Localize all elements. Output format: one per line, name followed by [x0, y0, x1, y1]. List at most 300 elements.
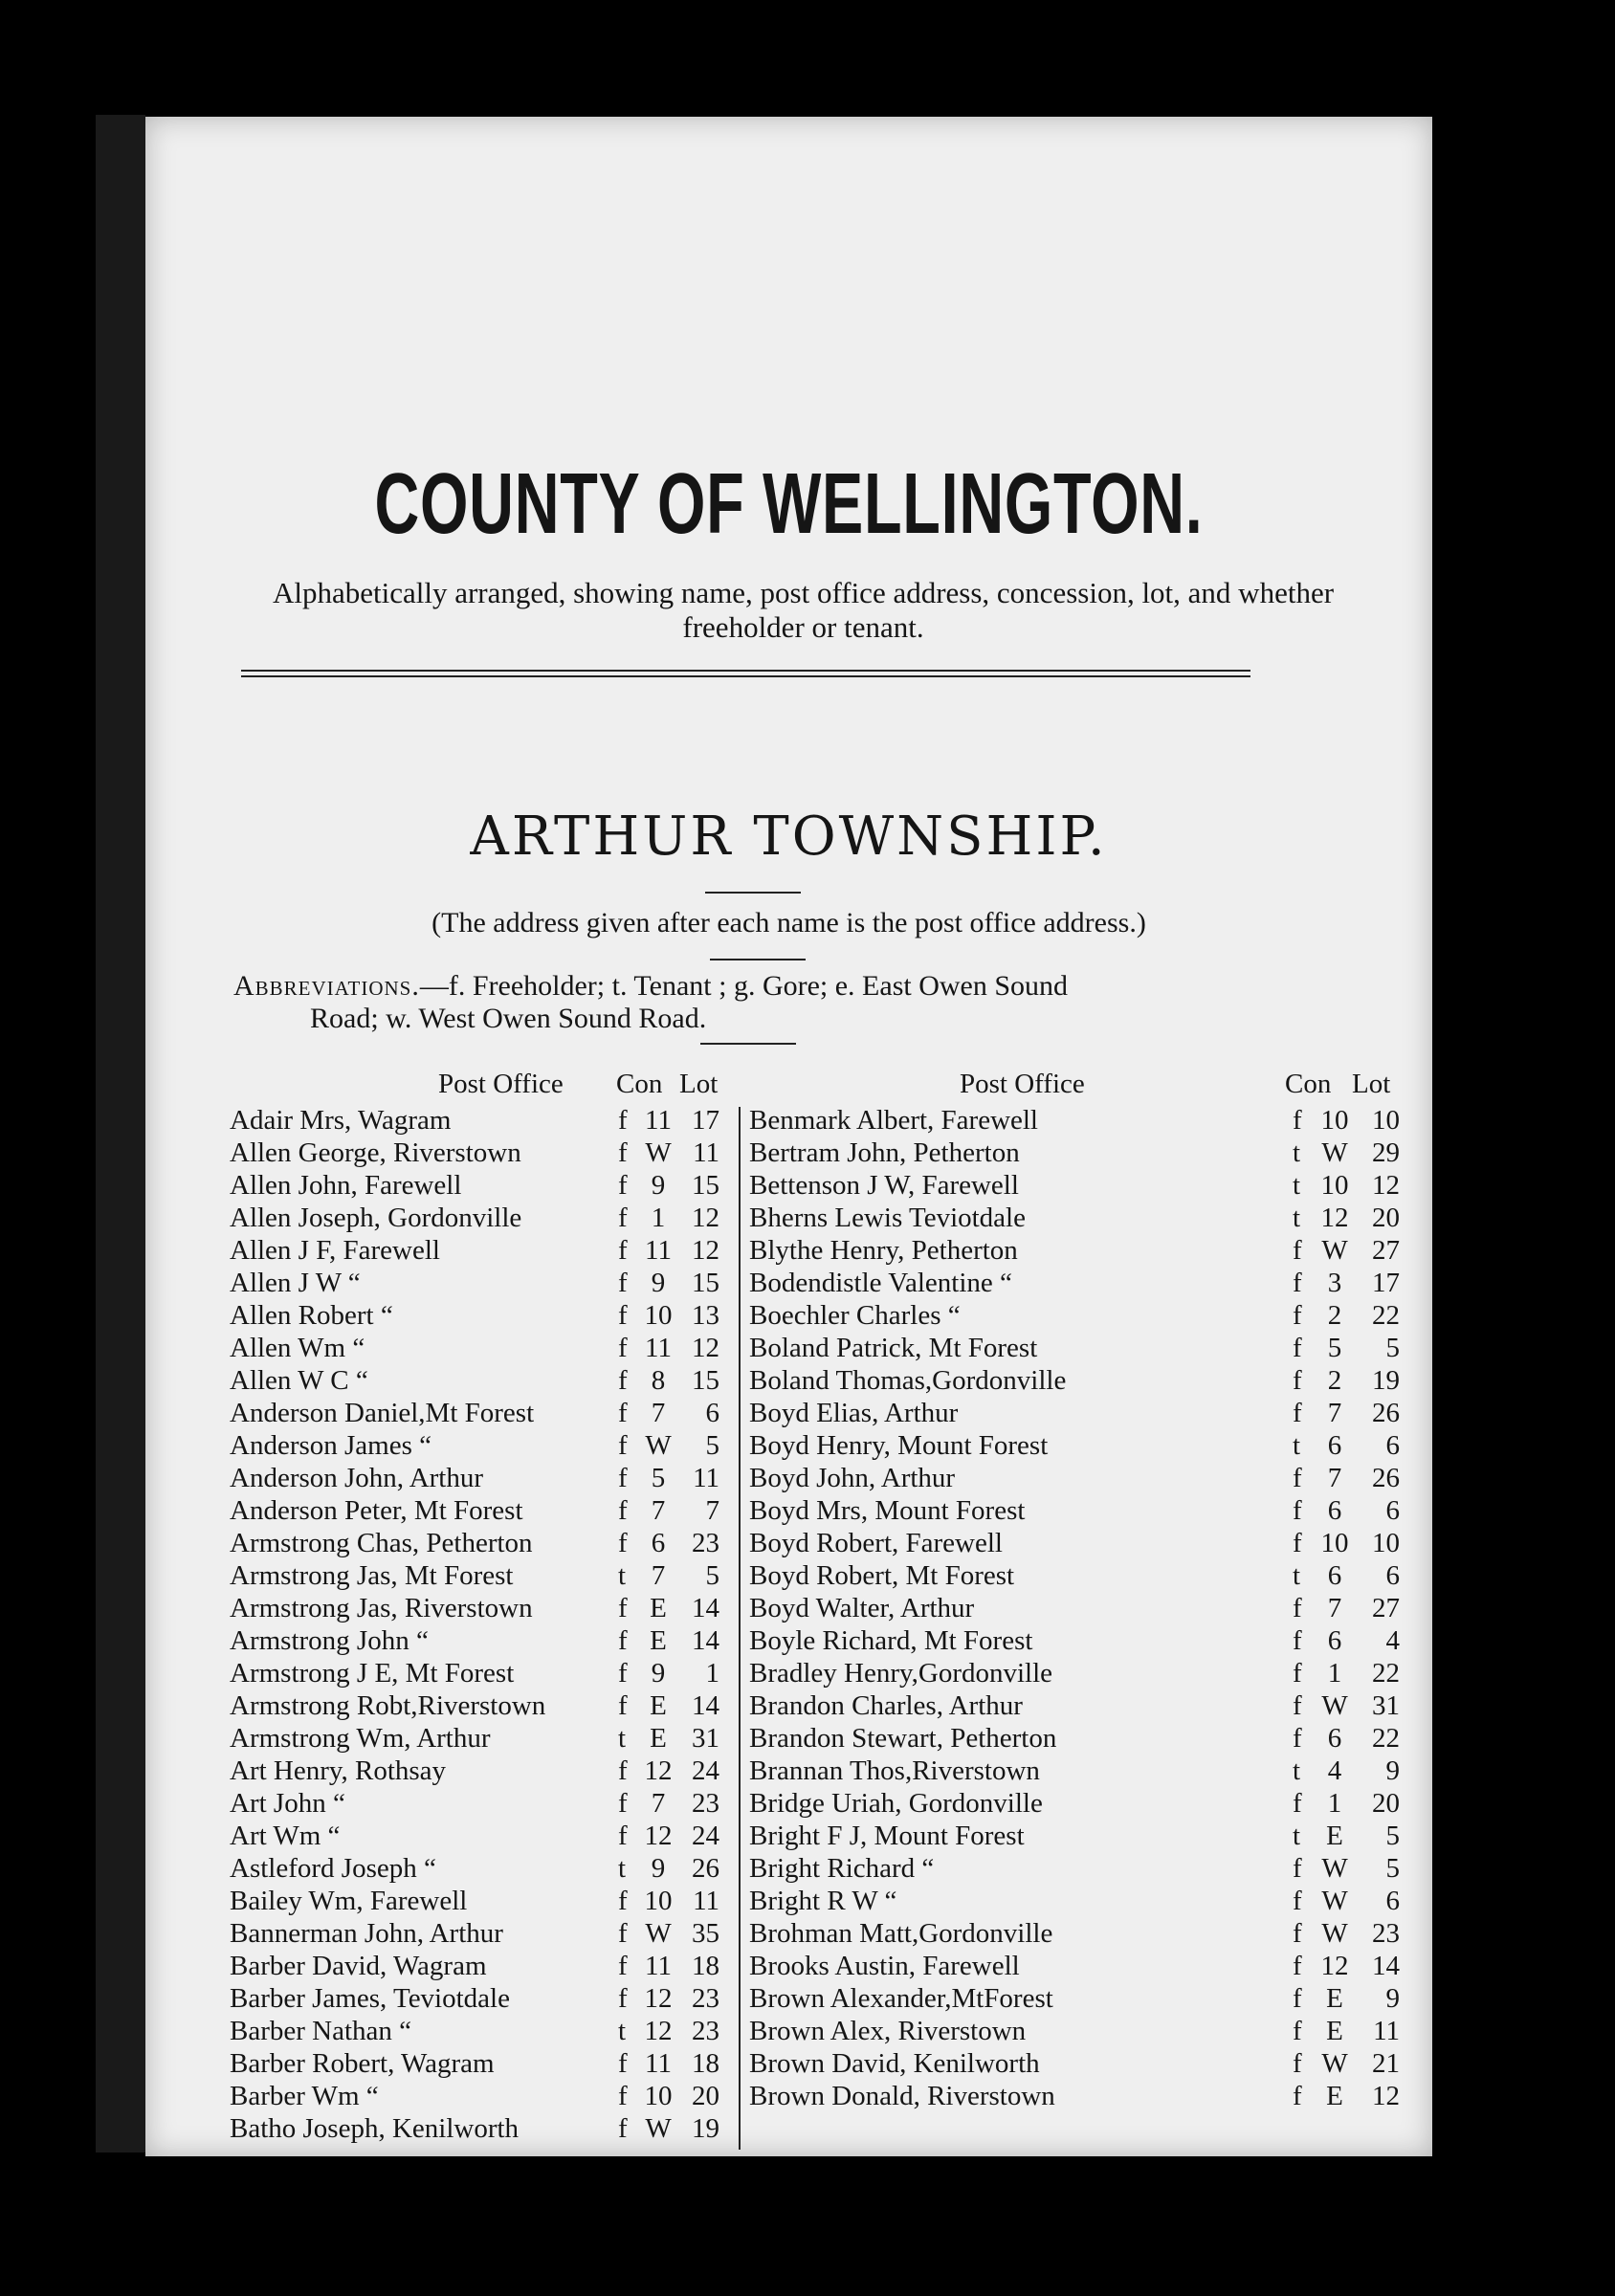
directory-entry	[749, 1886, 1409, 1918]
entry-con: E	[1326, 1821, 1343, 1851]
entry-status: f	[1293, 1463, 1302, 1493]
entry-lot: 15	[692, 1268, 719, 1298]
entry-con: 11	[645, 1235, 672, 1266]
directory-entry	[230, 1268, 725, 1300]
entry-status: f	[1293, 1528, 1302, 1558]
entry-lot: 23	[692, 1788, 719, 1819]
entry-status: f	[1293, 1983, 1302, 2014]
entry-lot: 18	[692, 1951, 719, 1981]
entry-lot: 19	[1372, 1365, 1400, 1396]
abbreviations-line2: Road; w. West Owen Sound Road.	[310, 1003, 707, 1034]
entry-lot: 1	[705, 1658, 719, 1689]
entry-name: Bright Richard “	[749, 1853, 935, 1884]
entry-con: E	[650, 1625, 667, 1656]
entry-lot: 24	[692, 1755, 719, 1786]
directory-entry	[749, 1235, 1409, 1268]
entry-con: 7	[1327, 1593, 1342, 1623]
entry-name: Bettenson J W, Farewell	[749, 1170, 1019, 1201]
entry-con: W	[1321, 2048, 1348, 2079]
entry-con: 10	[644, 1300, 673, 1331]
directory-entry	[230, 1463, 725, 1495]
directory-entry	[749, 1300, 1409, 1333]
entry-con: E	[650, 1690, 667, 1721]
entry-lot: 6	[1385, 1495, 1400, 1526]
entry-con: 12	[644, 1755, 673, 1786]
left-column-header	[230, 1069, 725, 1105]
entry-status: f	[1293, 1398, 1302, 1428]
entry-name: Allen Robert “	[230, 1300, 393, 1331]
entry-name: Boechler Charles “	[749, 1300, 961, 1331]
entry-name: Benmark Albert, Farewell	[749, 1105, 1038, 1136]
entry-status: f	[618, 2048, 628, 2079]
right-column-header	[749, 1069, 1409, 1105]
entry-name: Allen J F, Farewell	[230, 1235, 440, 1266]
directory-entry	[230, 1918, 725, 1951]
entry-status: f	[618, 1463, 628, 1493]
left-entries	[230, 1105, 725, 2146]
directory-entry	[230, 1821, 725, 1853]
entry-lot: 11	[1373, 2016, 1400, 2046]
entry-name: Boyle Richard, Mt Forest	[749, 1625, 1033, 1656]
directory-entry	[749, 1951, 1409, 1983]
entry-name: Allen Joseph, Gordonville	[230, 1203, 522, 1233]
entry-name: Bridge Uriah, Gordonville	[749, 1788, 1043, 1819]
entry-lot: 24	[692, 1821, 719, 1851]
entry-con: 11	[645, 1333, 672, 1363]
directory-entry	[230, 1430, 725, 1463]
entry-con: E	[1326, 1983, 1343, 2014]
directory-entry	[749, 1690, 1409, 1723]
entry-lot: 20	[692, 2081, 719, 2111]
entry-lot: 14	[692, 1625, 719, 1656]
entry-lot: 11	[693, 1137, 719, 1168]
entry-status: f	[1293, 1333, 1302, 1363]
entry-lot: 17	[1372, 1268, 1400, 1298]
entry-status: f	[618, 2081, 628, 2111]
entry-name: Boland Thomas,Gordonville	[749, 1365, 1067, 1396]
directory-entry	[230, 2081, 725, 2113]
entry-name: Brown Alex, Riverstown	[749, 2016, 1027, 2046]
entry-lot: 23	[692, 2016, 719, 2046]
directory-entry	[749, 1593, 1409, 1625]
entry-status: f	[618, 1658, 628, 1689]
entry-lot: 12	[1372, 1170, 1400, 1201]
directory-entry	[749, 1268, 1409, 1300]
entry-name: Barber Wm “	[230, 2081, 379, 2111]
entry-name: Brohman Matt,Gordonville	[749, 1918, 1053, 1949]
directory-entry	[230, 1723, 725, 1755]
entry-lot: 15	[692, 1365, 719, 1396]
entry-lot: 13	[692, 1300, 719, 1331]
directory-entry	[230, 1625, 725, 1658]
entry-lot: 5	[705, 1430, 719, 1461]
entry-name: Allen J W “	[230, 1268, 361, 1298]
entry-lot: 9	[1385, 1755, 1400, 1786]
entry-name: Boyd Henry, Mount Forest	[749, 1430, 1049, 1461]
page-title: COUNTY OF WELLINGTON.	[374, 456, 1204, 552]
entry-name: Boland Patrick, Mt Forest	[749, 1333, 1038, 1363]
directory-entry	[749, 1463, 1409, 1495]
entry-lot: 20	[1372, 1788, 1400, 1819]
entry-status: t	[618, 2016, 627, 2046]
entry-name: Boyd Robert, Mt Forest	[749, 1560, 1015, 1591]
section-title: ARTHUR TOWNSHIP.	[470, 806, 1108, 868]
entry-status: f	[1293, 1886, 1302, 1916]
directory-entry	[749, 1333, 1409, 1365]
entry-status: f	[618, 1235, 628, 1266]
entry-con: 6	[1327, 1723, 1342, 1754]
entry-con: 11	[645, 1105, 672, 1136]
entry-con: 1	[1327, 1658, 1342, 1689]
entry-con: W	[645, 2113, 672, 2144]
entry-status: f	[1293, 1105, 1302, 1136]
entry-status: f	[1293, 2048, 1302, 2079]
entry-status: f	[618, 1983, 628, 2014]
entry-con: 6	[1327, 1430, 1342, 1461]
entry-name: Boyd John, Arthur	[749, 1463, 956, 1493]
entry-name: Anderson Daniel,Mt Forest	[230, 1398, 535, 1428]
entry-lot: 6	[1385, 1560, 1400, 1591]
entry-name: Batho Joseph, Kenilworth	[230, 2113, 520, 2144]
note-divider	[710, 959, 806, 960]
entry-name: Barber Robert, Wagram	[230, 2048, 495, 2079]
entry-status: f	[1293, 1365, 1302, 1396]
entry-lot: 5	[1385, 1821, 1400, 1851]
entry-status: f	[618, 2113, 628, 2144]
entry-status: f	[618, 1951, 628, 1981]
entry-name: Brown Alexander,MtForest	[749, 1983, 1053, 2014]
entry-status: t	[1293, 1170, 1301, 1201]
entry-con: E	[650, 1593, 667, 1623]
entry-name: Bertram John, Petherton	[749, 1137, 1020, 1168]
entry-lot: 6	[1385, 1886, 1400, 1916]
entry-con: E	[650, 1723, 667, 1754]
entry-name: Brown David, Kenilworth	[749, 2048, 1040, 2079]
entry-status: f	[1293, 1951, 1302, 1981]
entry-lot: 14	[692, 1690, 719, 1721]
directory-entry	[749, 1983, 1409, 2016]
directory-entry	[230, 1528, 725, 1560]
entry-con: 8	[651, 1365, 666, 1396]
entry-con: 12	[1320, 1951, 1349, 1981]
entry-status: f	[618, 1755, 628, 1786]
post-office-header: Post Office	[960, 1069, 1085, 1099]
entry-name: Allen W C “	[230, 1365, 368, 1396]
entry-con: 12	[1320, 1203, 1349, 1233]
directory-entry	[749, 1755, 1409, 1788]
entry-status: f	[618, 1593, 628, 1623]
entry-name: Brown Donald, Riverstown	[749, 2081, 1055, 2111]
entry-con: 9	[651, 1658, 666, 1689]
entry-name: Bright F J, Mount Forest	[749, 1821, 1025, 1851]
entry-lot: 17	[692, 1105, 719, 1136]
entry-con: 10	[1320, 1105, 1349, 1136]
entry-lot: 18	[692, 2048, 719, 2079]
entry-lot: 26	[1372, 1398, 1400, 1428]
entry-con: 1	[651, 1203, 666, 1233]
entry-name: Boyd Elias, Arthur	[749, 1398, 959, 1428]
entry-lot: 5	[705, 1560, 719, 1591]
entry-lot: 7	[705, 1495, 719, 1526]
entry-con: 5	[1327, 1333, 1342, 1363]
entry-name: Allen Wm “	[230, 1333, 365, 1363]
entry-con: 9	[651, 1268, 666, 1298]
page-subtitle: Alphabetically arranged, showing name, post office address, concession, lot, and whether freeholder or tenant.	[272, 576, 1335, 644]
entry-lot: 12	[1372, 2081, 1400, 2111]
entry-name: Astleford Joseph “	[230, 1853, 436, 1884]
directory-entry	[230, 2016, 725, 2048]
directory-entry	[230, 1105, 725, 1137]
entry-lot: 23	[1372, 1918, 1400, 1949]
entry-name: Anderson James “	[230, 1430, 432, 1461]
directory-entry	[230, 1658, 725, 1690]
entry-lot: 15	[692, 1170, 719, 1201]
entry-name: Bradley Henry,Gordonville	[749, 1658, 1053, 1689]
lot-header: Lot	[1352, 1069, 1391, 1099]
entry-lot: 27	[1372, 1235, 1400, 1266]
entry-lot: 14	[1372, 1951, 1400, 1981]
entry-status: f	[618, 1690, 628, 1721]
entry-lot: 21	[1372, 2048, 1400, 2079]
entry-name: Armstrong Robt,Riverstown	[230, 1690, 546, 1721]
entry-con: 9	[651, 1853, 666, 1884]
entry-lot: 31	[692, 1723, 719, 1754]
entry-con: 7	[1327, 1463, 1342, 1493]
entry-con: W	[645, 1918, 672, 1949]
entry-status: t	[1293, 1430, 1301, 1461]
directory-entry	[230, 1690, 725, 1723]
address-note: (The address given after each name is the post office address.)	[431, 907, 1146, 938]
entry-con: W	[645, 1137, 672, 1168]
entry-con: 2	[1327, 1365, 1342, 1396]
directory-entry	[749, 2081, 1409, 2113]
directory-entry	[749, 2016, 1409, 2048]
entry-lot: 26	[692, 1853, 719, 1884]
entry-con: E	[1326, 2016, 1343, 2046]
directory-entry	[230, 2048, 725, 2081]
entry-con: 10	[1320, 1528, 1349, 1558]
double-rule-bottom	[241, 675, 1250, 677]
entry-con: 12	[644, 2016, 673, 2046]
entry-name: Armstrong J E, Mt Forest	[230, 1658, 515, 1689]
entry-name: Boyd Mrs, Mount Forest	[749, 1495, 1026, 1526]
directory-entry	[749, 1365, 1409, 1398]
directory-entry	[749, 1625, 1409, 1658]
directory-entry	[749, 1105, 1409, 1137]
entry-con: W	[1321, 1690, 1348, 1721]
entry-status: f	[618, 1333, 628, 1363]
entry-con: 11	[645, 1951, 672, 1981]
entry-status: t	[618, 1560, 627, 1591]
directory-entry	[230, 2113, 725, 2146]
directory-entry	[749, 1788, 1409, 1821]
entry-con: W	[1321, 1918, 1348, 1949]
directory-entry	[230, 1755, 725, 1788]
entry-lot: 20	[1372, 1203, 1400, 1233]
entry-name: Bherns Lewis Teviotdale	[749, 1203, 1026, 1233]
entry-lot: 23	[692, 1528, 719, 1558]
entry-name: Art Henry, Rothsay	[230, 1755, 447, 1786]
directory-entry	[749, 1853, 1409, 1886]
directory-entry	[230, 1137, 725, 1170]
entry-name: Bodendistle Valentine “	[749, 1268, 1012, 1298]
entry-name: Art John “	[230, 1788, 345, 1819]
entry-status: f	[618, 1886, 628, 1916]
directory-entry	[749, 1821, 1409, 1853]
right-entries	[749, 1105, 1409, 2113]
entry-con: 7	[651, 1560, 666, 1591]
directory-entry	[230, 1300, 725, 1333]
entry-name: Anderson Peter, Mt Forest	[230, 1495, 523, 1526]
entry-con: W	[1321, 1137, 1348, 1168]
entry-status: f	[618, 1821, 628, 1851]
entry-lot: 19	[692, 2113, 719, 2144]
directory-entry	[749, 1918, 1409, 1951]
entry-status: f	[1293, 1788, 1302, 1819]
entry-con: 10	[1320, 1170, 1349, 1201]
entry-lot: 12	[692, 1203, 719, 1233]
entry-lot: 29	[1372, 1137, 1400, 1168]
entry-lot: 22	[1372, 1658, 1400, 1689]
entry-name: Barber James, Teviotdale	[230, 1983, 510, 2014]
entry-status: f	[618, 1430, 628, 1461]
entry-con: W	[1321, 1886, 1348, 1916]
entry-lot: 9	[1385, 1983, 1400, 2014]
entry-status: f	[618, 1625, 628, 1656]
directory-entry	[230, 1951, 725, 1983]
directory-entry	[749, 1170, 1409, 1203]
directory-entry	[749, 1398, 1409, 1430]
directory-entry	[230, 1560, 725, 1593]
entry-con: 2	[1327, 1300, 1342, 1331]
directory-entry	[749, 1430, 1409, 1463]
right-column	[749, 1069, 1409, 2113]
entry-con: 10	[644, 1886, 673, 1916]
entry-lot: 35	[692, 1918, 719, 1949]
entry-lot: 14	[692, 1593, 719, 1623]
entry-name: Boyd Robert, Farewell	[749, 1528, 1003, 1558]
entry-status: f	[1293, 1235, 1302, 1266]
abbreviations-line1: —f. Freeholder; t. Tenant ; g. Gore; e. East Owen Sound	[419, 970, 1069, 1002]
entry-con: W	[645, 1430, 672, 1461]
double-rule-top	[241, 670, 1250, 672]
entry-status: f	[618, 1528, 628, 1558]
directory-entry	[749, 2048, 1409, 2081]
section-divider	[705, 892, 801, 894]
directory-entry	[230, 1886, 725, 1918]
abbreviations	[233, 970, 1267, 1035]
entry-status: f	[1293, 2016, 1302, 2046]
directory-entry	[230, 1203, 725, 1235]
entry-name: Anderson John, Arthur	[230, 1463, 484, 1493]
directory-entry	[230, 1983, 725, 2016]
entry-status: f	[1293, 1723, 1302, 1754]
entry-status: t	[1293, 1821, 1301, 1851]
directory-entry	[749, 1658, 1409, 1690]
entry-status: t	[618, 1853, 627, 1884]
entry-con: 7	[651, 1398, 666, 1428]
entry-con: 5	[651, 1463, 666, 1493]
entry-name: Adair Mrs, Wagram	[230, 1105, 452, 1136]
entry-con: 11	[645, 2048, 672, 2079]
directory-entry	[230, 1853, 725, 1886]
entry-con: 10	[644, 2081, 673, 2111]
post-office-header: Post Office	[438, 1069, 564, 1099]
entry-status: f	[1293, 1658, 1302, 1689]
entry-status: f	[618, 1268, 628, 1298]
entry-lot: 10	[1372, 1528, 1400, 1558]
entry-name: Brandon Stewart, Petherton	[749, 1723, 1057, 1754]
entry-status: f	[618, 1137, 628, 1168]
entry-con: 9	[651, 1170, 666, 1201]
entry-name: Brooks Austin, Farewell	[749, 1951, 1020, 1981]
entry-status: f	[618, 1788, 628, 1819]
entry-name: Barber Nathan “	[230, 2016, 412, 2046]
entry-status: f	[618, 1105, 628, 1136]
entry-con: 1	[1327, 1788, 1342, 1819]
con-header: Con	[1285, 1069, 1332, 1099]
entry-con: W	[1321, 1235, 1348, 1266]
directory-page	[145, 117, 1432, 2156]
entry-lot: 27	[1372, 1593, 1400, 1623]
entry-name: Boyd Walter, Arthur	[749, 1593, 975, 1623]
entry-lot: 12	[692, 1235, 719, 1266]
directory-entry	[230, 1365, 725, 1398]
directory-entry	[230, 1495, 725, 1528]
entry-status: f	[618, 1300, 628, 1331]
entry-name: Armstrong Wm, Arthur	[230, 1723, 491, 1754]
entry-status: f	[618, 1918, 628, 1949]
abbreviations-divider	[700, 1043, 796, 1045]
entry-status: f	[1293, 2081, 1302, 2111]
directory-entry	[749, 1560, 1409, 1593]
entry-status: t	[1293, 1137, 1301, 1168]
entry-status: f	[618, 1495, 628, 1526]
entry-con: 3	[1327, 1268, 1342, 1298]
entry-lot: 12	[692, 1333, 719, 1363]
entry-status: t	[1293, 1203, 1301, 1233]
entry-name: Armstrong John “	[230, 1625, 429, 1656]
entry-status: f	[1293, 1495, 1302, 1526]
left-column	[230, 1069, 725, 2146]
book-binding	[96, 115, 145, 2152]
entry-con: 7	[1327, 1398, 1342, 1428]
entry-name: Art Wm “	[230, 1821, 341, 1851]
entry-status: f	[1293, 1593, 1302, 1623]
entry-status: t	[618, 1723, 627, 1754]
entry-con: 4	[1327, 1755, 1342, 1786]
entry-name: Bailey Wm, Farewell	[230, 1886, 468, 1916]
entry-status: f	[618, 1170, 628, 1201]
entry-name: Barber David, Wagram	[230, 1951, 487, 1981]
directory-entry	[230, 1170, 725, 1203]
entry-name: Brandon Charles, Arthur	[749, 1690, 1023, 1721]
directory-entry	[230, 1788, 725, 1821]
directory-entry	[749, 1495, 1409, 1528]
directory-entry	[749, 1203, 1409, 1235]
directory-entry	[230, 1593, 725, 1625]
directory-entry	[230, 1333, 725, 1365]
entry-name: Armstrong Chas, Petherton	[230, 1528, 533, 1558]
entry-status: f	[1293, 1690, 1302, 1721]
entry-lot: 5	[1385, 1333, 1400, 1363]
entry-status: f	[618, 1365, 628, 1396]
directory-entry	[749, 1723, 1409, 1755]
entry-lot: 31	[1372, 1690, 1400, 1721]
entry-name: Bright R W “	[749, 1886, 897, 1916]
entry-lot: 22	[1372, 1723, 1400, 1754]
entry-lot: 10	[1372, 1105, 1400, 1136]
